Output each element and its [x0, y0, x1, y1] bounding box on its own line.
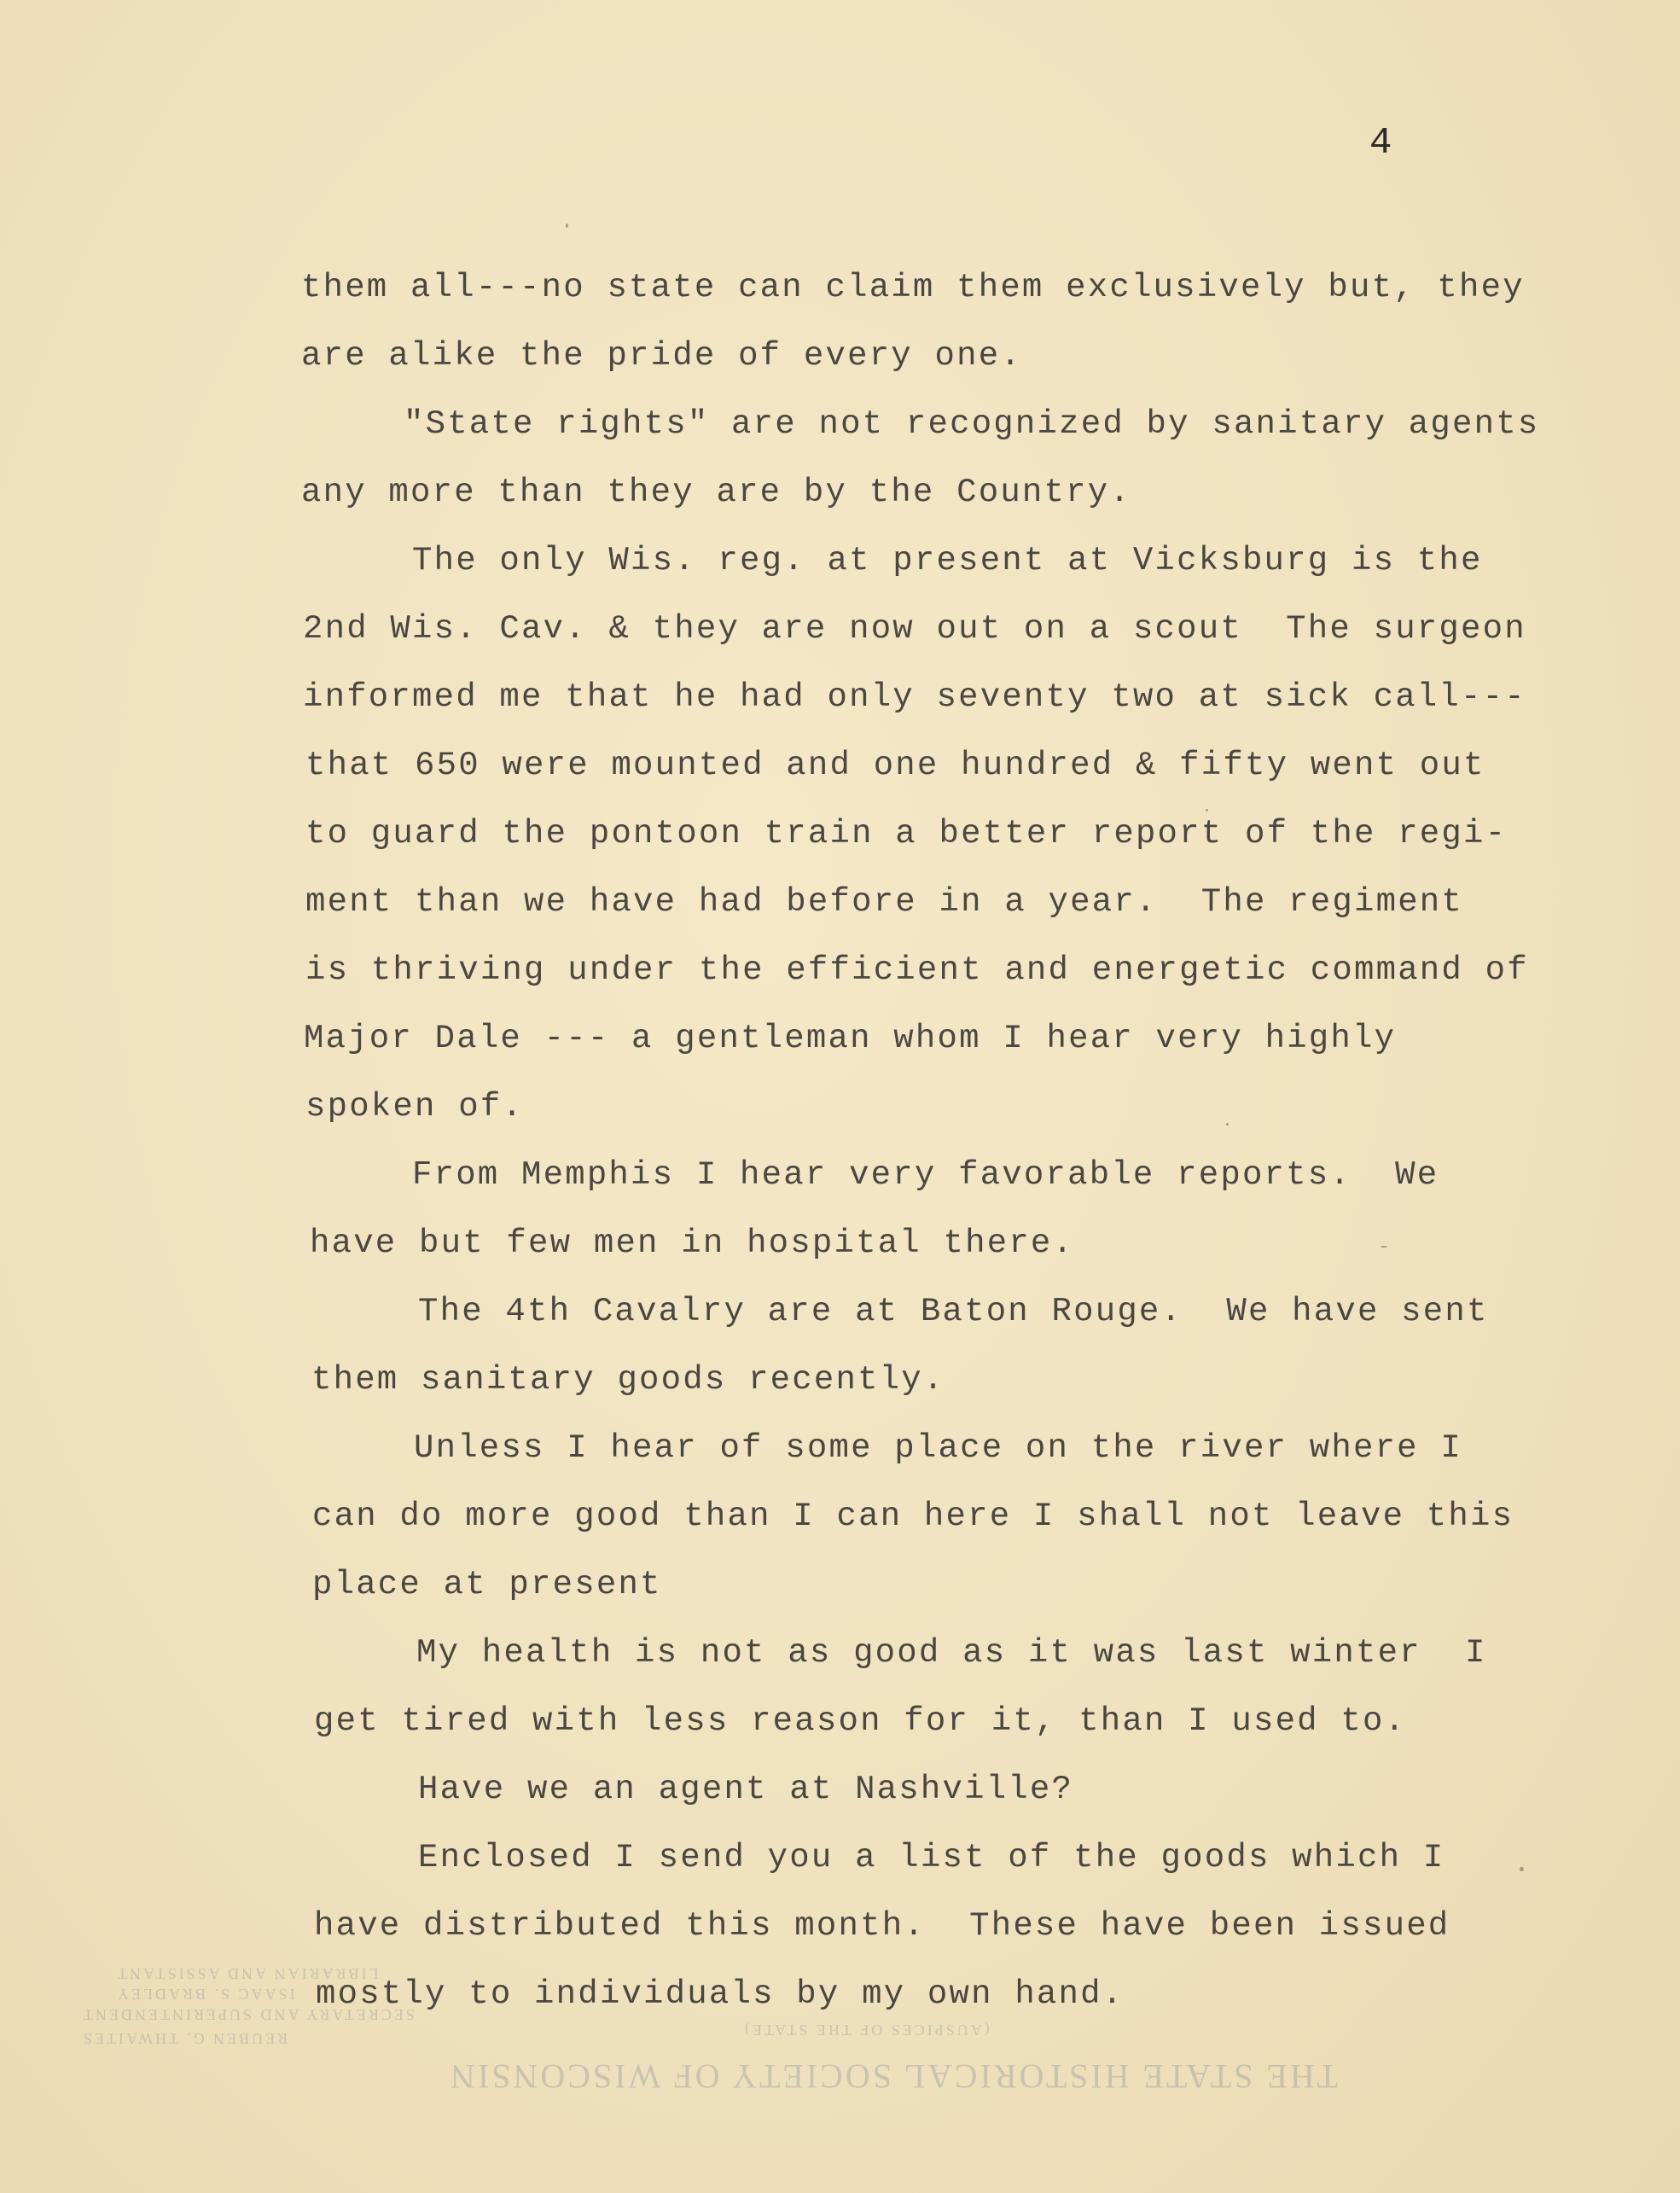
text-line: can do more good than I can here I shall not leave this	[312, 1498, 1514, 1535]
text-line: My health is not as good as it was last winter I	[416, 1634, 1487, 1672]
letterhead-bleed-through: THE STATE HISTORICAL SOCIETY OF WISCONSIN	[448, 2057, 1339, 2096]
text-line: any more than they are by the Country.	[301, 474, 1131, 511]
text-line: Unless I hear of some place on the river where I	[414, 1429, 1462, 1467]
text-line: have distributed this month. These have been issued	[314, 1907, 1450, 1945]
letterhead-bleed-through: ISAAC S. BRADLEY	[115, 1986, 295, 2003]
text-line: "State rights" are not recognized by sanitary agents	[404, 405, 1540, 443]
paper-speck	[566, 224, 568, 228]
text-line: them sanitary goods recently.	[311, 1361, 945, 1399]
text-line: Major Dale --- a gentleman whom I hear very highly	[304, 1020, 1397, 1057]
text-line: have but few men in hospital there.	[310, 1224, 1075, 1262]
text-line: The only Wis. reg. at present at Vicksburg is the	[412, 542, 1483, 579]
text-line: Enclosed I send you a list of the goods which I	[418, 1839, 1445, 1876]
text-line: to guard the pontoon train a better report of the regi-	[305, 815, 1508, 852]
text-line: The 4th Cavalry are at Baton Rouge. We have sent	[418, 1293, 1489, 1330]
text-line: is thriving under the efficient and energetic command of	[305, 951, 1529, 989]
text-line: From Memphis I hear very favorable reports. We	[412, 1156, 1439, 1194]
paper-speck	[1206, 809, 1208, 811]
page-number: 4	[1369, 122, 1392, 165]
letterhead-bleed-through: SECRETARY AND SUPERINTENDENT	[81, 2006, 415, 2023]
letterhead-bleed-through: LIBRARIAN AND ASSISTANT	[115, 1965, 379, 1982]
letterhead-bleed-through: (AUSPICES OF THE STATE)	[742, 2021, 990, 2039]
text-line: are alike the pride of every one.	[301, 337, 1022, 375]
text-line: Have we an agent at Nashville?	[418, 1771, 1074, 1808]
text-line: informed me that he had only seventy two at sick call---	[303, 678, 1526, 716]
text-line: 2nd Wis. Cav. & they are now out on a scout The surgeon	[303, 610, 1526, 648]
text-line: ment than we have had before in a year. The regiment	[305, 883, 1464, 921]
text-line: get tired with less reason for it, than I used to.	[314, 1702, 1407, 1740]
text-line: mostly to individuals by my own hand.	[316, 1975, 1125, 2013]
letterhead-bleed-through: REUBEN G. THWAITES	[81, 2030, 288, 2047]
text-line: place at present	[312, 1566, 662, 1603]
text-line: them all---no state can claim them exclusively but, they	[301, 269, 1525, 306]
text-line: that 650 were mounted and one hundred & fifty went out	[305, 747, 1485, 784]
paper-speck	[1226, 1123, 1229, 1126]
paper-speck	[1381, 1246, 1387, 1248]
paper-speck	[1520, 1867, 1524, 1871]
text-line: spoken of.	[305, 1088, 525, 1126]
